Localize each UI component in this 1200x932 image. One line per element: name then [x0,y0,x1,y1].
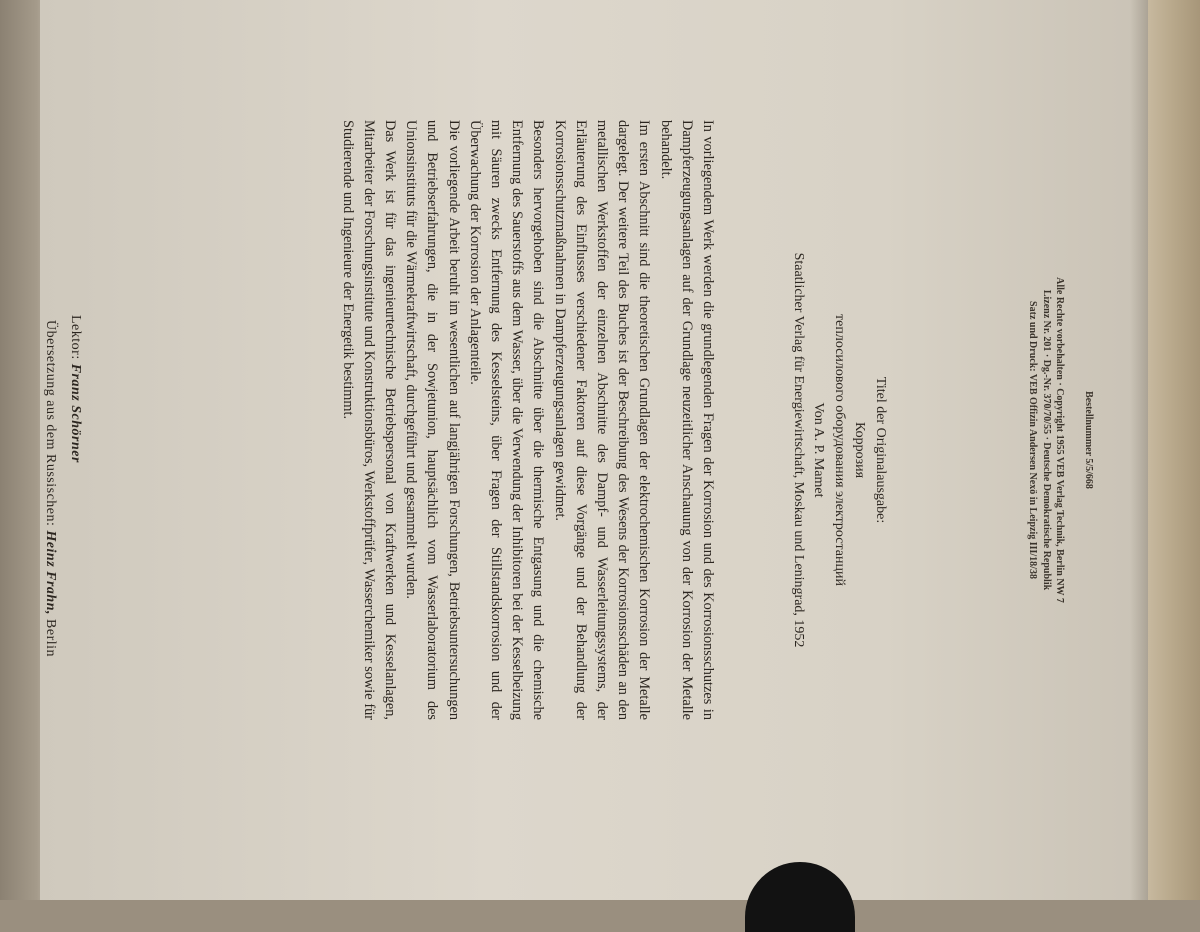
description-paragraph: Besonders hervorgehoben sind die Abschnitte über die thermische Entgasung und die chemische Entfernung des Sauerstoffs aus dem Wasser, über die Verwendung der Inhibitoren bei der Kesselbeizung mit Säuren zwecks Entfernung des Kesselsteins, über Fragen der Stillstandskorrosion und der Überwachung der Korrosion der Anlagenteile. [466,120,547,720]
original-title-line1: Коррозия [852,421,868,479]
order-number: Bestellnummer 5/5/668 [1083,391,1094,489]
editor-credit [67,315,83,815]
original-edition-block [788,220,891,680]
original-author: Von A. P. Mamet [811,402,827,498]
printing-line: Satz und Druck: VEB Offizin Andersen Nexö in Leipzig III/18/38 [1027,301,1039,579]
editor-prefix: Lektor: [68,315,83,364]
translation-credit [42,320,58,920]
description-paragraph: Im ersten Abschnitt sind die theoretischen Grundlagen der elektrochemischen Korrosion der Metalle dargelegt. Der weitere Teil des Buches ist der Beschreibung des Wesens der Korrosionsschäden an den metallischen Werkstoffen der einzelnen Abschnitte des Dampf- und Wasserleitungssystems, der Erläuterung des Einflusses verschiedener Faktoren auf diese Vorgänge und der Behandlung der Korrosionsschutzmaßnahmen in Dampferzeugungsanlagen gewidmet. [551,120,653,720]
original-publisher: Staatlicher Verlag für Energiewirtschaft, Moskau und Leningrad, 1952 [791,252,806,648]
description-paragraph: In vorliegendem Werk werden die grundlegenden Fragen der Korrosion und des Korrosionsschutzes in Dampferzeugungsanlagen auf der Grundlage neuzeitlicher Anschauung von der Korrosion der Metalle behandelt. [657,120,716,720]
original-title-line2: теплосилового оборудования электростанций [832,314,847,586]
description-paragraph: Das Werk ist für das ingenieurtechnische Betriebspersonal von Kraftwerken und Kesselanlagen, Mitarbeiter der Forschungsinstitute und Konstruktionsbüros, Werkstoffprüfer, Wasserchemiker sowie für Studierende und Ingenieure der Energetik bestimmt. [339,120,398,720]
imprint-block [1026,210,1095,670]
translation-suffix: Berlin [43,615,58,658]
book-description [336,120,718,720]
translator-name: Heinz Frahn, [43,530,58,616]
translation-prefix: Übersetzung aus dem Russischen: [43,320,58,531]
copyright-line: Alle Rechte vorbehalten · Copyright 1955 VEB Verlag Technik, Berlin NW 7 [1053,277,1065,603]
description-paragraph: Die vorliegende Arbeit beruht im wesentlichen auf langjährigen Forschungen, Betriebsuntersuchungen und Betriebserfahrungen, die in der Sowjetunion, hauptsächlich vom Wasserlaboratorium des Unionsinstituts für die Wärmekraftwirtschaft, durchgeführt und gesammelt wurden. [403,120,462,720]
original-edition-heading: Titel der Originalausgabe: [873,376,888,524]
editor-name: Franz Schörner [68,363,83,463]
license-line: Lizenz Nr. 201 · Dg.-Nr. 370/70/55 · Deutsche Demokratische Republik [1040,289,1052,591]
